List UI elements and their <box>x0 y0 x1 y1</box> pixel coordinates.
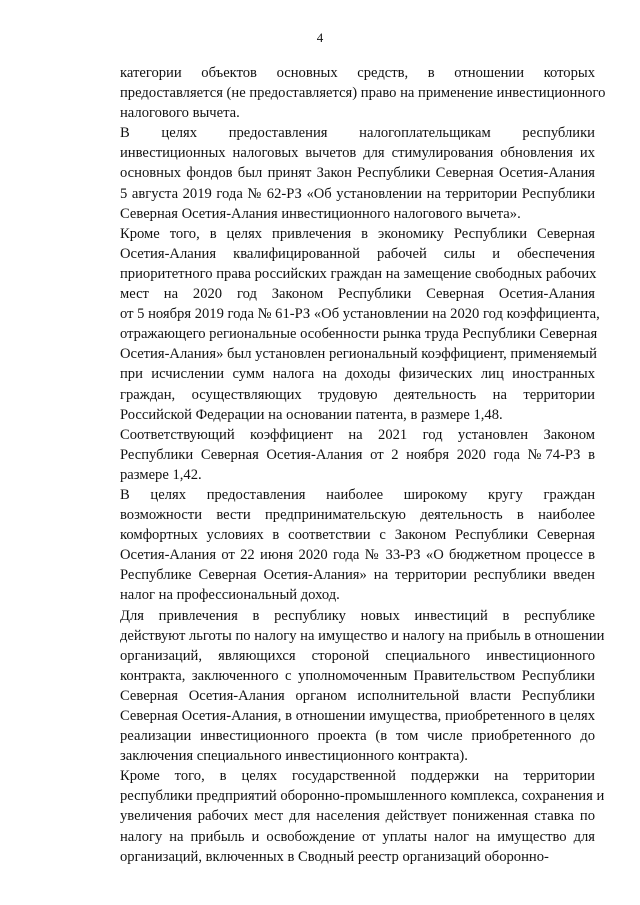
paragraph <box>120 606 605 767</box>
text-line: увеличения рабочих мест для населения действует пониженная ставка по <box>120 808 595 825</box>
text-line: Осетия-Алания от 22 июня 2020 года № 33-РЗ «О бюджетном процессе в <box>120 547 595 564</box>
text-line: налогу на прибыль и освобождение от уплаты налог на имущество для <box>120 828 595 845</box>
text-line: Осетия-Алания квалифицированной рабочей силы и обеспечения <box>120 245 595 262</box>
text-line: отражающего региональные особенности рынка труда Республики Северная <box>120 326 598 343</box>
text-line: возможности вести предпринимательскую деятельность в наиболее <box>120 507 595 524</box>
text-line: заключения специального инвестиционного контракта). <box>120 748 468 765</box>
text-line: 5 августа 2019 года № 62-РЗ «Об установлении на территории Республики <box>120 185 595 202</box>
text-line: Северная Осетия-Алания, в отношении имущества, приобретенного в целях <box>120 708 595 724</box>
text-line: Для привлечения в республику новых инвестиций в республике <box>120 607 595 624</box>
text-line: предоставляется (не предоставляется) право на применение инвестиционного <box>120 85 606 102</box>
text-line: инвестиционных налоговых вычетов для стимулирования обновления их <box>120 145 595 162</box>
text-line: Осетия-Алания» был установлен региональный коэффициент, применяемый <box>120 346 597 363</box>
text-line: Республики Северная Осетия-Алания от 2 ноября 2020 года №74-РЗ в <box>120 446 595 463</box>
text-line: мест на 2020 год Законом Республики Северная Осетия-Алания <box>120 286 595 303</box>
text-line: контракта, заключенного с уполномоченным Правительством Республики <box>120 667 595 684</box>
paragraph <box>120 766 605 866</box>
text-line: Северная Осетия-Алания органом исполнительной власти Республики <box>120 687 595 704</box>
text-line: действуют льготы по налогу на имущество и налогу на прибыль в отношении <box>120 627 605 644</box>
text-line: при исчислении сумм налога на доходы физических лиц иностранных <box>120 366 595 383</box>
paragraph <box>120 485 595 606</box>
paragraph <box>120 224 600 425</box>
text-line: налогового вычета. <box>120 105 240 122</box>
paragraph <box>120 425 595 485</box>
text-line: республики предприятий оборонно-промышленного комплекса, сохранения и <box>120 788 605 805</box>
text-line: Республике Северная Осетия-Алания» на территории республики введен <box>120 567 595 584</box>
text-line: комфортных условиях в соответствии с Законом Республики Северная <box>120 527 595 544</box>
text-line: от 5 ноября 2019 года № 61-РЗ «Об установлении на 2020 год коэффициента, <box>120 306 600 323</box>
text-line: В целях предоставления наиболее широкому кругу граждан <box>120 486 595 503</box>
text-line: В целях предоставления налогоплательщикам республики <box>120 125 595 142</box>
text-line: реализации инвестиционного проекта (в том числе приобретенного до <box>120 728 595 745</box>
text-line: Соответствующий коэффициент на 2021 год установлен Законом <box>120 426 595 443</box>
text-line: размере 1,42. <box>120 466 202 483</box>
text-line: налог на профессиональный доход. <box>120 587 340 604</box>
text-line: основных фондов был принят Закон Республики Северная Осетия-Алания <box>120 165 595 182</box>
text-line: организаций, включенных в Сводный реестр организаций оборонно- <box>120 848 549 865</box>
paragraph <box>120 123 595 223</box>
paragraph <box>120 63 606 123</box>
text-line: приоритетного права российских граждан на замещение свободных рабочих <box>120 265 597 282</box>
text-line: Кроме того, в целях привлечения в экономику Республики Северная <box>120 225 595 242</box>
document-body <box>120 63 606 867</box>
text-line: организаций, являющихся стороной специального инвестиционного <box>120 647 595 664</box>
text-line: граждан, осуществляющих трудовую деятельность на территории <box>120 386 595 403</box>
text-line: Северная Осетия-Алания инвестиционного налогового вычета». <box>120 205 521 222</box>
text-line: Российской Федерации на основании патента, в размере 1,48. <box>120 406 503 423</box>
text-line: категории объектов основных средств, в отношении которых <box>120 65 595 81</box>
page-number: 4 <box>316 30 324 45</box>
text-line: Кроме того, в целях государственной поддержки на территории <box>120 768 595 785</box>
